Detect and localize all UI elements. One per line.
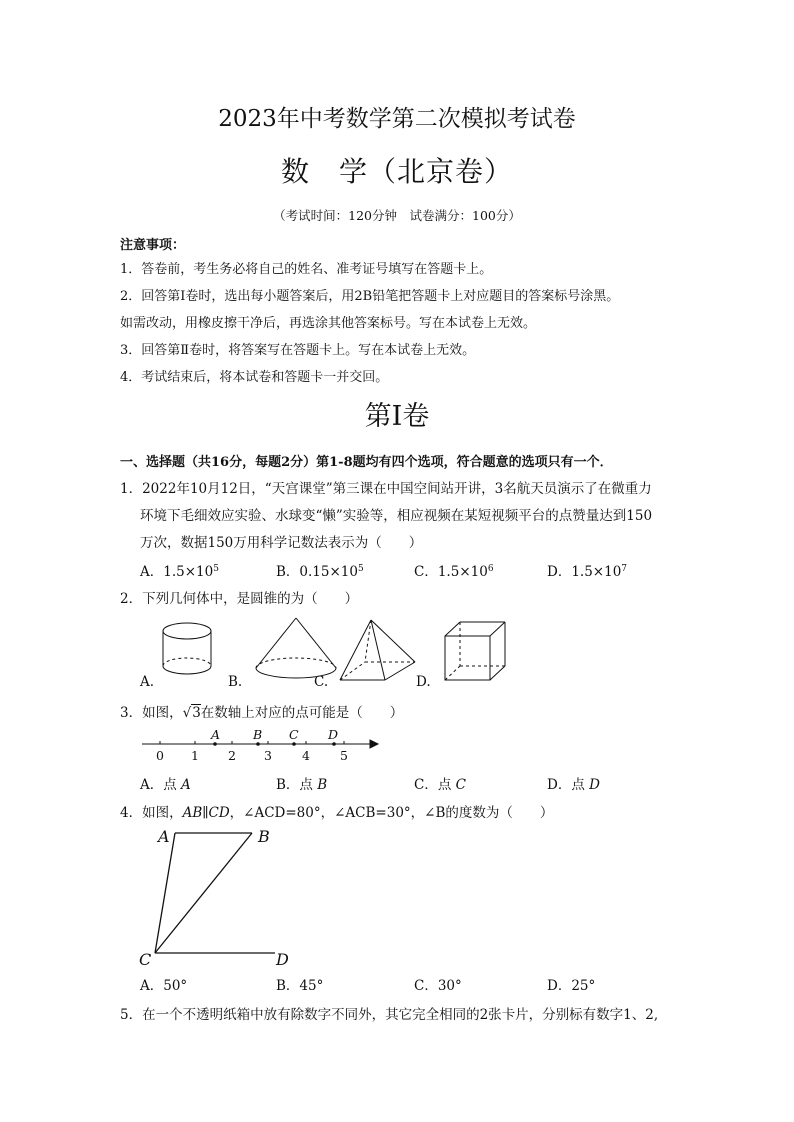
notes-heading: 注意事项： — [120, 238, 186, 253]
tick-label-5: 5 — [340, 748, 348, 763]
q4-text: 4．如图，AB∥CD，∠ACD=80°，∠ACB=30°，∠B的度数为（ ） — [120, 805, 554, 821]
q1-option-d: D．$1.5\times 10^7$ — [547, 564, 628, 580]
q1-option-b: B．$0.15\times 10^5$ — [276, 564, 364, 580]
section-title: 第Ⅰ卷 — [364, 401, 430, 432]
q3-option-d: D．点 D — [547, 777, 600, 793]
note-2-cont: 如需改动，用橡皮擦干净后，再选涂其他答案标号。写在本试卷上无效。 — [120, 316, 537, 331]
q1-line-2: 环境下毛细效应实验、水球变“懒”实验等，相应视频在某短视频平台的点赞量达到150 — [140, 508, 653, 524]
sqrt-expression: √3 — [182, 705, 201, 721]
q4-option-c: C．30° — [414, 978, 462, 994]
vertex-label-d: D — [276, 950, 289, 969]
point-label-b: B — [253, 727, 263, 742]
vertex-label-b: B — [258, 827, 270, 846]
point-label-d: D — [328, 727, 339, 742]
q3-option-b: B．点 B — [276, 777, 328, 793]
q5-text: 5．在一个不透明纸箱中放有除数字不同外，其它完全相同的2张卡片，分别标有数字1、2, — [120, 1007, 659, 1023]
tick-label-4: 4 — [302, 748, 310, 763]
tick-label-2: 2 — [228, 748, 236, 763]
note-4: 4．考试结束后，将本试卷和答题卡一并交回。 — [120, 370, 389, 385]
vertex-label-c: C — [139, 950, 152, 969]
q3-option-a: A．点 A — [140, 777, 191, 793]
note-1: 1．答卷前，考生务必将自己的姓名、准考证号填写在答题卡上。 — [120, 262, 493, 277]
q2-option-d-label: D. — [416, 674, 431, 690]
exam-subtitle: 数 学（北京卷） — [280, 155, 513, 188]
point-label-a: A — [211, 727, 221, 742]
tick-label-1: 1 — [191, 748, 199, 763]
q3-text: 3．如图，√3在数轴上对应的点可能是（ ） — [120, 705, 404, 721]
q1-option-c: C．$1.5\times 10^6$ — [414, 564, 494, 580]
q2-option-a-label: A. — [140, 674, 155, 690]
q4-option-a: A．50° — [140, 978, 188, 994]
q1-line-3: 万次，数据150万用科学记数法表示为（ ） — [140, 535, 423, 551]
vertex-label-a: A — [158, 827, 170, 846]
tick-label-3: 3 — [264, 748, 272, 763]
q1-line-1: 1．2022年10月12日，“天宫课堂”第三课在中国空间站开讲，3名航天员演示了在微重力 — [120, 481, 652, 497]
note-2: 2．回答第Ⅰ卷时，选出每小题答案后，用2B铅笔把答题卡上对应题目的答案标号涂黑。 — [120, 289, 620, 304]
q2-option-b-label: B. — [228, 674, 243, 690]
q1-option-a: A．$1.5\times 10^5$ — [140, 564, 219, 580]
q4-option-b: B．45° — [276, 978, 324, 994]
q2-text: 2．下列几何体中，是圆锥的为（ ） — [120, 591, 359, 607]
note-3: 3．回答第Ⅱ卷时，将答案写在答题卡上。写在本试卷上无效。 — [120, 343, 476, 358]
point-label-c: C — [289, 727, 299, 742]
q3-option-c: C．点 C — [414, 777, 466, 793]
q4-option-d: D．25° — [547, 978, 596, 994]
exam-title: 2023年中考数学第二次模拟考试卷 — [218, 106, 576, 132]
q2-option-c-label: C. — [314, 674, 329, 690]
exam-duration: （考试时间：120分钟 试卷满分：100分） — [273, 208, 521, 223]
tick-label-0: 0 — [156, 748, 164, 763]
part-heading: 一、选择题（共16分，每题2分）第1-8题均有四个选项，符合题意的选项只有一个． — [120, 455, 613, 470]
